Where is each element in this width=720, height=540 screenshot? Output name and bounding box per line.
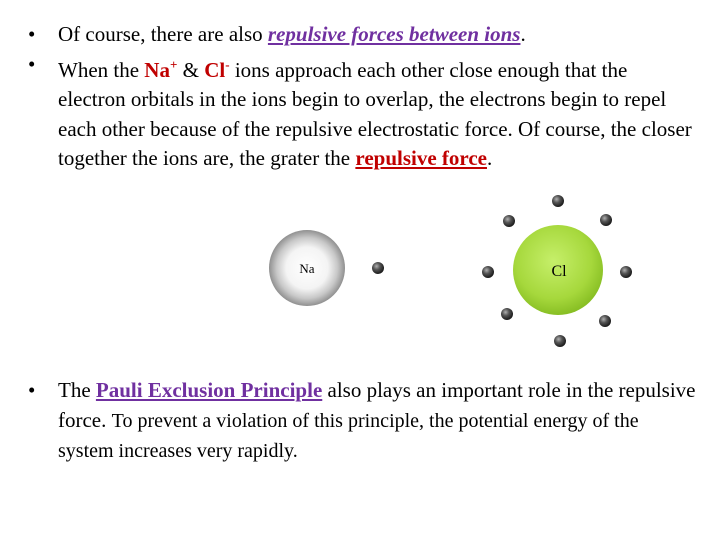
bullet-dot-3: • [28, 378, 36, 402]
bullet1-post: . [520, 22, 526, 46]
cl-electron [620, 266, 632, 278]
bullet1-pre: Of course, there are also [58, 22, 268, 46]
bullet2-mid: ions approach each other close enough that the electron orbitals in the ions begin to overlap, the electrons begin to repel each other because of the repulsive electrostatic force. Of course, the closer together the ions are, the grater the [58, 57, 692, 170]
cl-electron [554, 335, 566, 347]
repulsive-forces-link[interactable]: repulsive forces between ions [267, 22, 521, 46]
na-symbol: Na [144, 57, 170, 82]
cl-symbol: Cl [204, 57, 226, 82]
bullet2-amp: & [177, 57, 205, 82]
cl-charge: - [225, 56, 230, 72]
pauli-link[interactable]: Pauli Exclusion Principle [95, 378, 323, 402]
bullet-dot-2: • [28, 51, 36, 76]
bullet-dot-1: • [28, 22, 36, 46]
bullet3-pre: The [58, 378, 96, 402]
bullet3-mid: also plays an important role in the repulsive force. [58, 378, 696, 432]
bullet2-post: . [486, 146, 493, 170]
cl-electron [503, 215, 515, 227]
na-electron [372, 262, 384, 274]
cl-label: Cl [551, 263, 567, 280]
cl-electron [600, 214, 612, 226]
bullet-pauli [28, 376, 698, 467]
cl-electron [482, 266, 494, 278]
cl-electron [552, 195, 564, 207]
cl-electron [599, 315, 611, 327]
na-label: Na [299, 261, 315, 276]
bullet2-pre: When the [58, 57, 145, 82]
repulsive-force-link[interactable]: repulsive force [355, 146, 487, 170]
cl-electron [501, 308, 513, 320]
bullet3-tail: To prevent a violation of this principle, the potential energy of the system increases very rapidly. [58, 409, 639, 462]
bottom-bullet-list [28, 376, 698, 467]
na-charge: + [169, 56, 178, 72]
